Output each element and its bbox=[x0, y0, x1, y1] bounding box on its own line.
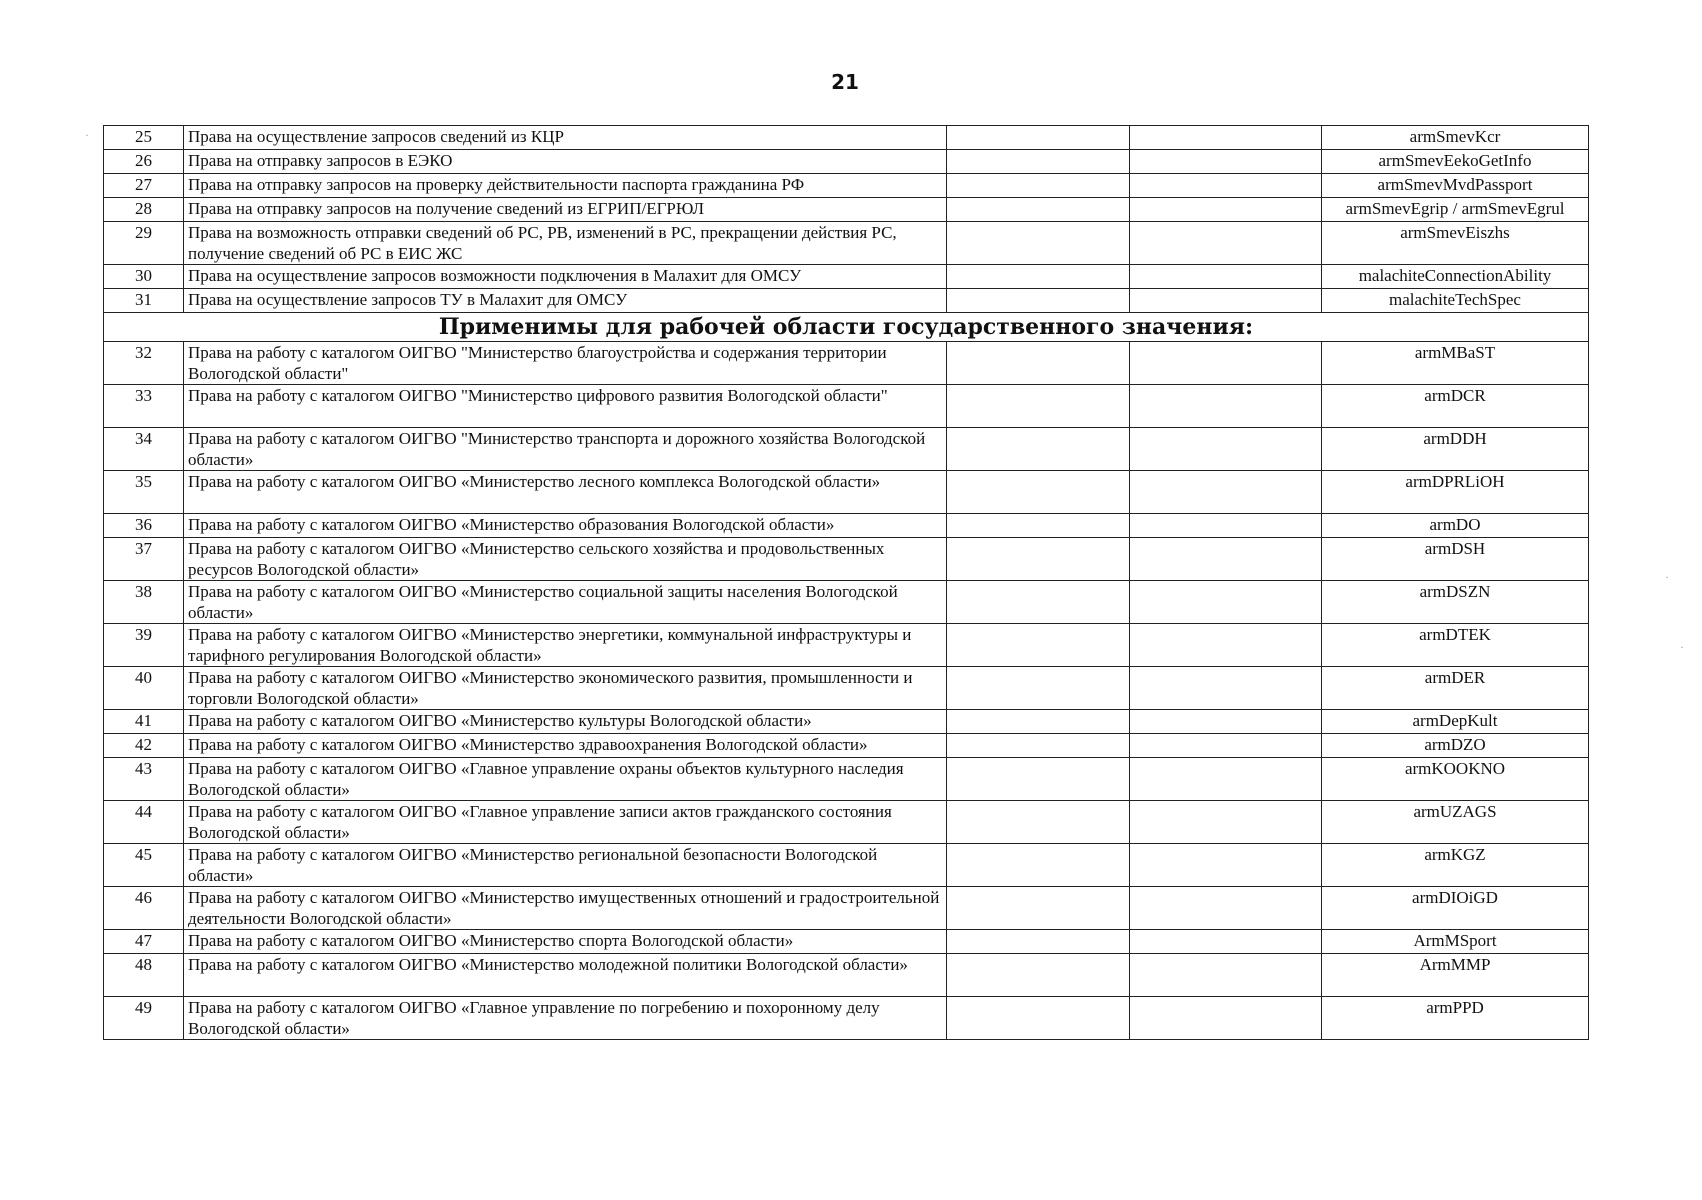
row-number: 29 bbox=[104, 222, 184, 265]
row-code: malachiteTechSpec bbox=[1322, 289, 1589, 313]
row-description: Права на работу с каталогом ОИГВО «Министерство сельского хозяйства и продовольственных ресурсов Вологодской области» bbox=[184, 538, 947, 581]
row-number: 43 bbox=[104, 758, 184, 801]
table-row bbox=[104, 758, 1589, 801]
row-description: Права на работу с каталогом ОИГВО "Министерство цифрового развития Вологодской области" bbox=[184, 385, 947, 428]
empty-cell bbox=[947, 667, 1130, 710]
row-code: armDSH bbox=[1322, 538, 1589, 581]
row-number: 38 bbox=[104, 581, 184, 624]
table-row bbox=[104, 624, 1589, 667]
row-description: Права на осуществление запросов ТУ в Малахит для ОМСУ bbox=[184, 289, 947, 313]
empty-cell bbox=[1130, 289, 1322, 313]
empty-cell bbox=[947, 198, 1130, 222]
empty-cell bbox=[947, 538, 1130, 581]
row-code: armKGZ bbox=[1322, 844, 1589, 887]
row-number: 47 bbox=[104, 930, 184, 954]
row-number: 31 bbox=[104, 289, 184, 313]
empty-cell bbox=[1130, 734, 1322, 758]
table-row bbox=[104, 538, 1589, 581]
row-number: 28 bbox=[104, 198, 184, 222]
row-code: armDSZN bbox=[1322, 581, 1589, 624]
table-row bbox=[104, 997, 1589, 1040]
table-row bbox=[104, 734, 1589, 758]
row-code: armSmevEekoGetInfo bbox=[1322, 150, 1589, 174]
empty-cell bbox=[947, 289, 1130, 313]
table-row bbox=[104, 887, 1589, 930]
row-number: 48 bbox=[104, 954, 184, 997]
empty-cell bbox=[947, 385, 1130, 428]
row-number: 26 bbox=[104, 150, 184, 174]
table-row bbox=[104, 174, 1589, 198]
table-row bbox=[104, 222, 1589, 265]
row-description: Права на осуществление запросов возможности подключения в Малахит для ОМСУ bbox=[184, 265, 947, 289]
row-description: Права на работу с каталогом ОИГВО "Министерство благоустройства и содержания территории Вологодской области" bbox=[184, 342, 947, 385]
row-number: 32 bbox=[104, 342, 184, 385]
scan-speck: · bbox=[85, 128, 89, 142]
empty-cell bbox=[947, 581, 1130, 624]
empty-cell bbox=[1130, 710, 1322, 734]
empty-cell bbox=[1130, 844, 1322, 887]
row-description: Права на работу с каталогом ОИГВО «Министерство энергетики, коммунальной инфраструктуры и тарифного регулирования Вологодской области» bbox=[184, 624, 947, 667]
row-description: Права на работу с каталогом ОИГВО «Главное управление охраны объектов культурного наследия Вологодской области» bbox=[184, 758, 947, 801]
empty-cell bbox=[1130, 342, 1322, 385]
row-description: Права на работу с каталогом ОИГВО «Министерство имущественных отношений и градостроительной деятельности Вологодской области» bbox=[184, 887, 947, 930]
row-description: Права на работу с каталогом ОИГВО «Министерство социальной защиты населения Вологодской области» bbox=[184, 581, 947, 624]
table-row bbox=[104, 710, 1589, 734]
empty-cell bbox=[1130, 930, 1322, 954]
empty-cell bbox=[947, 734, 1130, 758]
empty-cell bbox=[1130, 954, 1322, 997]
empty-cell bbox=[1130, 538, 1322, 581]
empty-cell bbox=[1130, 624, 1322, 667]
empty-cell bbox=[947, 844, 1130, 887]
empty-cell bbox=[947, 126, 1130, 150]
empty-cell bbox=[947, 887, 1130, 930]
row-number: 40 bbox=[104, 667, 184, 710]
row-number: 41 bbox=[104, 710, 184, 734]
row-number: 27 bbox=[104, 174, 184, 198]
row-code: armUZAGS bbox=[1322, 801, 1589, 844]
row-number: 42 bbox=[104, 734, 184, 758]
row-number: 35 bbox=[104, 471, 184, 514]
row-code: armDIOiGD bbox=[1322, 887, 1589, 930]
row-code: ArmMMP bbox=[1322, 954, 1589, 997]
rights-table bbox=[103, 125, 1589, 1040]
empty-cell bbox=[947, 710, 1130, 734]
empty-cell bbox=[1130, 198, 1322, 222]
row-number: 46 bbox=[104, 887, 184, 930]
row-description: Права на осуществление запросов сведений из КЦР bbox=[184, 126, 947, 150]
row-code: armDCR bbox=[1322, 385, 1589, 428]
empty-cell bbox=[947, 342, 1130, 385]
row-description: Права на работу с каталогом ОИГВО «Министерство образования Вологодской области» bbox=[184, 514, 947, 538]
rights-table-body-before bbox=[104, 126, 1589, 313]
empty-cell bbox=[1130, 150, 1322, 174]
table-row bbox=[104, 801, 1589, 844]
table-row bbox=[104, 385, 1589, 428]
row-description: Права на работу с каталогом ОИГВО «Министерство культуры Вологодской области» bbox=[184, 710, 947, 734]
row-code: armDTEK bbox=[1322, 624, 1589, 667]
scan-speck: · bbox=[1665, 570, 1669, 584]
empty-cell bbox=[947, 930, 1130, 954]
empty-cell bbox=[947, 428, 1130, 471]
empty-cell bbox=[947, 758, 1130, 801]
empty-cell bbox=[1130, 428, 1322, 471]
rights-table-body-after bbox=[104, 342, 1589, 1040]
table-row bbox=[104, 289, 1589, 313]
table-row bbox=[104, 150, 1589, 174]
section-header-row bbox=[104, 313, 1589, 342]
table-row bbox=[104, 198, 1589, 222]
row-code: armSmevKcr bbox=[1322, 126, 1589, 150]
row-code: armPPD bbox=[1322, 997, 1589, 1040]
row-code: armDO bbox=[1322, 514, 1589, 538]
scan-speck: · bbox=[1680, 640, 1684, 654]
empty-cell bbox=[947, 954, 1130, 997]
row-description: Права на отправку запросов на получение сведений из ЕГРИП/ЕГРЮЛ bbox=[184, 198, 947, 222]
row-code: ArmMSport bbox=[1322, 930, 1589, 954]
table-row bbox=[104, 844, 1589, 887]
row-number: 37 bbox=[104, 538, 184, 581]
row-code: armDER bbox=[1322, 667, 1589, 710]
empty-cell bbox=[947, 514, 1130, 538]
row-number: 30 bbox=[104, 265, 184, 289]
empty-cell bbox=[1130, 514, 1322, 538]
empty-cell bbox=[1130, 126, 1322, 150]
row-description: Права на работу с каталогом ОИГВО "Министерство транспорта и дорожного хозяйства Вологодской области» bbox=[184, 428, 947, 471]
row-number: 39 bbox=[104, 624, 184, 667]
row-code: armSmevEgrip / armSmevEgrul bbox=[1322, 198, 1589, 222]
empty-cell bbox=[1130, 581, 1322, 624]
table-row bbox=[104, 930, 1589, 954]
row-code: armDPRLiOH bbox=[1322, 471, 1589, 514]
row-code: armMBaST bbox=[1322, 342, 1589, 385]
row-number: 36 bbox=[104, 514, 184, 538]
row-code: armDDH bbox=[1322, 428, 1589, 471]
row-description: Права на работу с каталогом ОИГВО «Министерство лесного комплекса Вологодской области» bbox=[184, 471, 947, 514]
table-row bbox=[104, 581, 1589, 624]
row-number: 44 bbox=[104, 801, 184, 844]
section-title: Применимы для рабочей области государственного значения: bbox=[104, 313, 1589, 342]
row-description: Права на работу с каталогом ОИГВО «Министерство молодежной политики Вологодской области» bbox=[184, 954, 947, 997]
row-description: Права на работу с каталогом ОИГВО «Главное управление по погребению и похоронному делу Вологодской области» bbox=[184, 997, 947, 1040]
empty-cell bbox=[1130, 801, 1322, 844]
row-number: 34 bbox=[104, 428, 184, 471]
row-code: armSmevEiszhs bbox=[1322, 222, 1589, 265]
empty-cell bbox=[1130, 471, 1322, 514]
empty-cell bbox=[1130, 385, 1322, 428]
empty-cell bbox=[1130, 997, 1322, 1040]
row-number: 33 bbox=[104, 385, 184, 428]
section-header-body bbox=[104, 313, 1589, 342]
empty-cell bbox=[947, 471, 1130, 514]
empty-cell bbox=[947, 265, 1130, 289]
row-number: 49 bbox=[104, 997, 184, 1040]
row-description: Права на работу с каталогом ОИГВО «Министерство экономического развития, промышленности и торговли Вологодской области» bbox=[184, 667, 947, 710]
table-row bbox=[104, 265, 1589, 289]
empty-cell bbox=[1130, 222, 1322, 265]
row-number: 25 bbox=[104, 126, 184, 150]
row-code: armKOOKNO bbox=[1322, 758, 1589, 801]
empty-cell bbox=[1130, 667, 1322, 710]
empty-cell bbox=[1130, 174, 1322, 198]
row-description: Права на отправку запросов в ЕЭКО bbox=[184, 150, 947, 174]
row-description: Права на работу с каталогом ОИГВО «Министерство региональной безопасности Вологодской области» bbox=[184, 844, 947, 887]
table-row bbox=[104, 428, 1589, 471]
row-code: malachiteConnectionAbility bbox=[1322, 265, 1589, 289]
row-description: Права на работу с каталогом ОИГВО «Министерство спорта Вологодской области» bbox=[184, 930, 947, 954]
empty-cell bbox=[1130, 887, 1322, 930]
table-row bbox=[104, 471, 1589, 514]
row-description: Права на возможность отправки сведений об РС, РВ, изменений в РС, прекращении действия РС, получение сведений об РС в ЕИС ЖС bbox=[184, 222, 947, 265]
empty-cell bbox=[947, 174, 1130, 198]
table-row bbox=[104, 342, 1589, 385]
empty-cell bbox=[1130, 265, 1322, 289]
empty-cell bbox=[947, 801, 1130, 844]
row-description: Права на отправку запросов на проверку действительности паспорта гражданина РФ bbox=[184, 174, 947, 198]
table-row bbox=[104, 954, 1589, 997]
empty-cell bbox=[947, 997, 1130, 1040]
empty-cell bbox=[947, 150, 1130, 174]
table-row bbox=[104, 514, 1589, 538]
row-code: armDepKult bbox=[1322, 710, 1589, 734]
row-code: armSmevMvdPassport bbox=[1322, 174, 1589, 198]
table-row bbox=[104, 126, 1589, 150]
table-row bbox=[104, 667, 1589, 710]
page-number: 21 bbox=[831, 70, 859, 94]
empty-cell bbox=[1130, 758, 1322, 801]
row-description: Права на работу с каталогом ОИГВО «Министерство здравоохранения Вологодской области» bbox=[184, 734, 947, 758]
row-description: Права на работу с каталогом ОИГВО «Главное управление записи актов гражданского состояния Вологодской области» bbox=[184, 801, 947, 844]
empty-cell bbox=[947, 222, 1130, 265]
row-code: armDZO bbox=[1322, 734, 1589, 758]
row-number: 45 bbox=[104, 844, 184, 887]
empty-cell bbox=[947, 624, 1130, 667]
